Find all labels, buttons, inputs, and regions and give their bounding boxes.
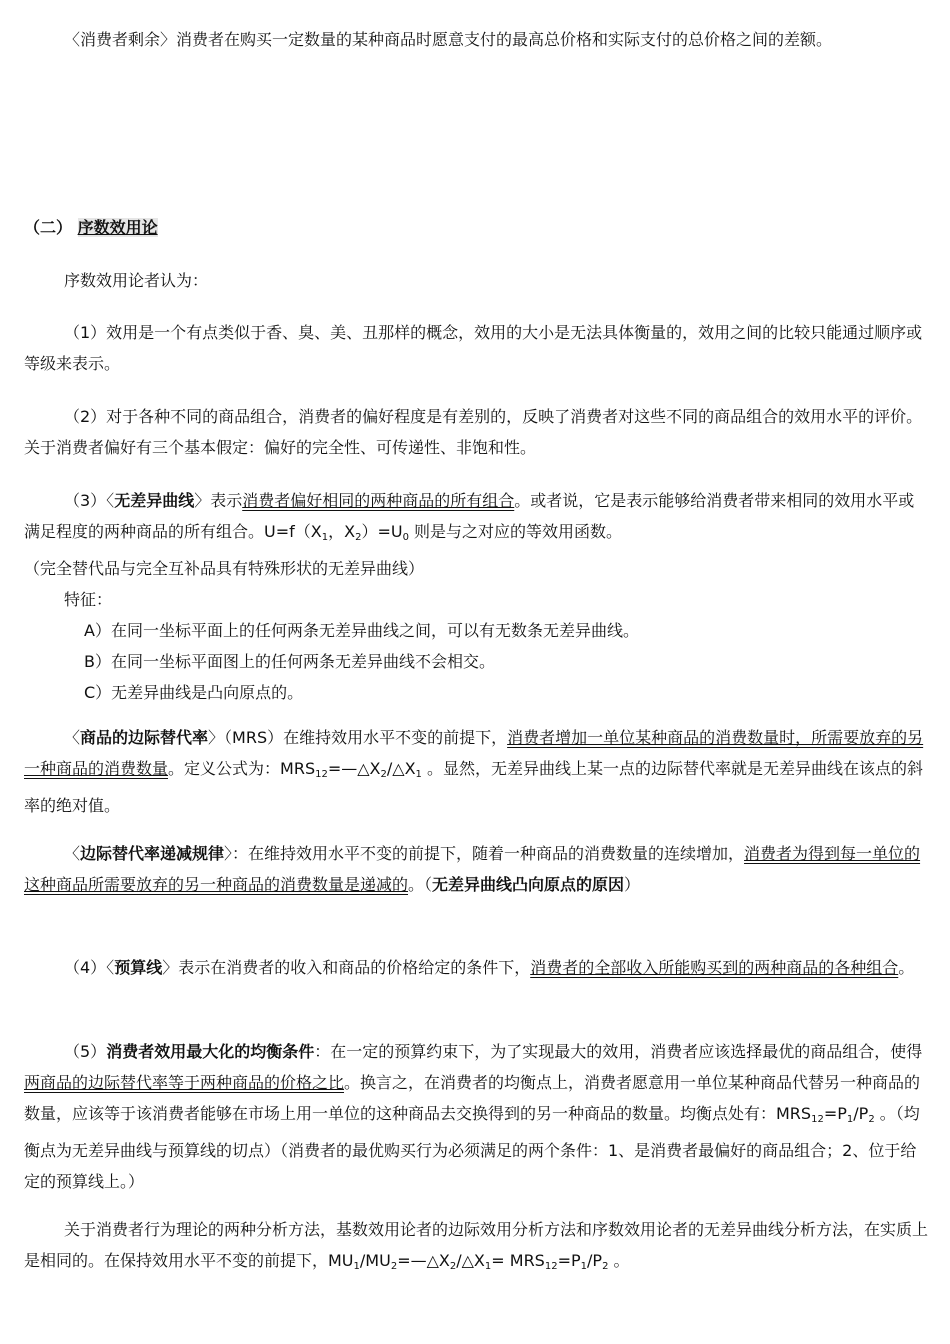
- mrs-underlined-definition: 消费者增加一单位某种商品的消费数量时，所需要放弃的另一种商品的消费数量: [24, 728, 924, 778]
- mrs-term: 商品的边际替代率: [80, 728, 209, 747]
- item-1-paragraph: （1）效用是一个有点类似于香、臭、美、丑那样的概念，效用的大小是无法具体衡量的，效用之间的比较只能通过顺序或等级来表示。: [24, 323, 923, 373]
- features-label: 特征：: [64, 590, 113, 609]
- section-title: 序数效用论: [77, 218, 158, 237]
- budget-line-term: 预算线: [114, 958, 163, 977]
- section-number: （二）: [24, 218, 73, 237]
- indifference-curve-term: 无差异曲线: [114, 491, 195, 510]
- equilibrium-underlined-definition: 两商品的边际替代率等于两种商品的价格之比: [24, 1073, 345, 1092]
- item-3-note: （完全替代品与完全互补品具有特殊形状的无差异曲线）: [24, 559, 425, 578]
- underlined-definition: 消费者偏好相同的两种商品的所有组合: [242, 491, 515, 510]
- diminishing-mrs-paragraph: 〈边际替代率递减规律〉：在维持效用水平不变的前提下，随着一种商品的消费数量的连续增加，消费者为得到每一单位的这种商品所需要放弃的另一种商品的消费数量是递减的。（无差异曲线凸向原点的原因）: [24, 844, 921, 894]
- mrs-paragraph: 〈商品的边际替代率〉（MRS）在维持效用水平不变的前提下，消费者增加一单位某种商品的消费数量时，所需要放弃的另一种商品的消费数量。定义公式为：$MRS_{12}=—\triangle X_2/\triangle X_1$ 。显然，无差异曲线上某一点的边际替代率就是无差异曲线在该点的斜率的绝对值。: [24, 728, 924, 815]
- intro-paragraph: 序数效用论者认为：: [64, 271, 209, 290]
- item-4-paragraph: （4）〈预算线〉表示在消费者的收入和商品的价格给定的条件下，消费者的全部收入所能购买到的两种商品的各种组合。: [64, 958, 915, 977]
- feature-b: B）在同一坐标平面图上的任何两条无差异曲线不会相交。: [84, 652, 495, 671]
- item-5-paragraph: （5）消费者效用最大化的均衡条件：在一定的预算约束下，为了实现最大的效用，消费者应该选择最优的商品组合，使得两商品的边际替代率等于两种商品的价格之比。换言之，在消费者的均衡点上，消费者愿意用一单位某种商品代替另一种商品的数量，应该等于该消费者能够在市场上用一单位的这种商品去交换得到的另一种商品的数量。均衡点处有：$MRS_{12}=P_1/P_2$ 。（均衡点为无差异曲线与预算线的切点）（消费者的最优购买行为必须满足的两个条件：1、是消费者最偏好的商品组合；2、位于给定的预算线上。）: [24, 1042, 923, 1191]
- item-3-paragraph: （3）〈无差异曲线〉表示消费者偏好相同的两种商品的所有组合。或者说，它是表示能够给消费者带来相同的效用水平或满足程度的两种商品的所有组合。$U=f(X_1$，$X_2)=U_0$ 则是与之对应的等效用函数。 （完全替代品与完全互补品具有特殊形状的无差异曲线） 特征： A）在同一坐标平面上的任何两条无差异曲线之间，可以有无数条无差异曲线。 B）在同一坐标平面图上的任何两条无差异曲线不会相交。 C）无差异曲线是凸向原点的。: [24, 485, 928, 708]
- feature-a: A）在同一坐标平面上的任何两条无差异曲线之间，可以有无数条无差异曲线。: [84, 621, 639, 640]
- equilibrium-condition-term: 消费者效用最大化的均衡条件: [106, 1042, 315, 1061]
- diminishing-underlined-definition: 消费者为得到每一单位的这种商品所需要放弃的另一种商品的消费数量是递减的: [24, 844, 921, 894]
- diminishing-mrs-term: 边际替代率递减规律: [80, 844, 225, 863]
- consumer-surplus-paragraph: 〈消费者剩余〉消费者在购买一定数量的某种商品时愿意支付的最高总价格和实际支付的总价格之间的差额。: [64, 30, 833, 49]
- summary-paragraph: 关于消费者行为理论的两种分析方法，基数效用论者的边际效用分析方法和序数效用论者的无差异曲线分析方法，在实质上是相同的。在保持效用水平不变的前提下，$MU_1/MU_2=—\triangle X_2/\triangle X_1= MRS_{12}=P_1/P_2$ 。: [24, 1220, 929, 1272]
- item-2-paragraph: （2）对于各种不同的商品组合，消费者的偏好程度是有差别的，反映了消费者对这些不同的商品组合的效用水平的评价。关于消费者偏好有三个基本假定：偏好的完全性、可传递性、非饱和性。: [24, 407, 923, 457]
- section-heading: [24, 212, 928, 243]
- feature-c: C）无差异曲线是凸向原点的。: [84, 683, 304, 702]
- consumer-surplus-term: 〈消费者剩余〉: [64, 30, 177, 49]
- budget-line-underlined-definition: 消费者的全部收入所能购买到的两种商品的各种组合: [530, 958, 899, 977]
